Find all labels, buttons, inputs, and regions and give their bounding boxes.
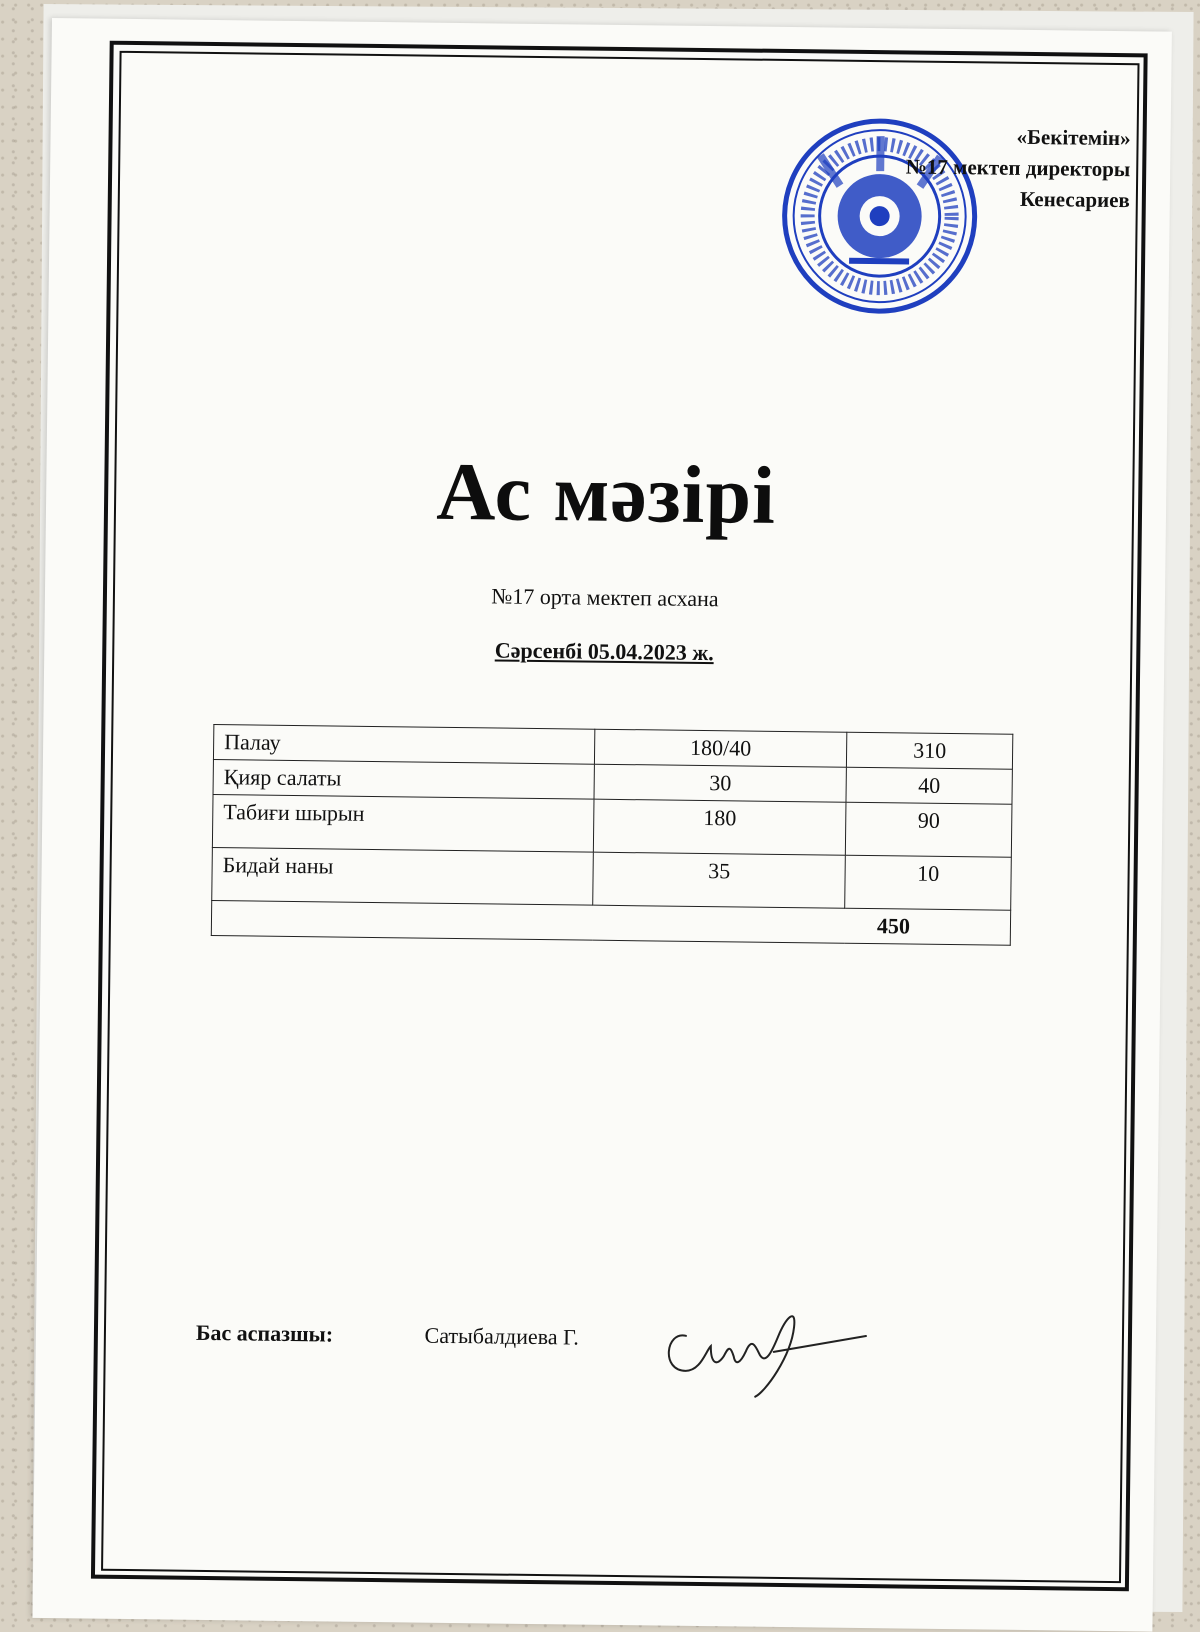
dish-name: Бидай наны	[212, 848, 594, 906]
dish-weight: 180/40	[594, 729, 847, 767]
dish-weight: 35	[593, 852, 846, 908]
chef-line	[196, 1320, 579, 1351]
total-value: 450	[211, 901, 1010, 946]
table-row	[212, 848, 1012, 911]
page-title: Ас мәзірі	[435, 445, 777, 541]
document-page	[32, 18, 1171, 1632]
approval-name: Кенесариев	[1019, 186, 1131, 213]
approval-block	[905, 120, 1131, 216]
dish-weight: 180	[593, 799, 846, 855]
dish-name: Қияр салаты	[213, 760, 594, 800]
table-row	[212, 795, 1012, 858]
menu-date: Сәрсенбі 05.04.2023 ж.	[494, 637, 714, 666]
chef-label: Бас аспазшы:	[195, 1319, 334, 1347]
approval-heading: «Бекітемін»	[1016, 124, 1131, 151]
approval-position: №17 мектеп директоры	[905, 154, 1131, 182]
dish-price: 10	[845, 855, 1011, 910]
school-canteen: №17 орта мектеп асхана	[491, 583, 719, 612]
dish-weight: 30	[594, 764, 847, 802]
dish-name: Табиғи шырын	[212, 795, 594, 853]
chef-name: Сатыбалдиева Г.	[424, 1322, 579, 1350]
menu-table	[211, 724, 1014, 946]
dish-name: Палау	[213, 725, 594, 765]
dish-price: 310	[847, 732, 1013, 769]
dish-price: 40	[846, 767, 1012, 804]
dish-price: 90	[846, 802, 1012, 857]
signature-icon	[655, 1295, 876, 1408]
